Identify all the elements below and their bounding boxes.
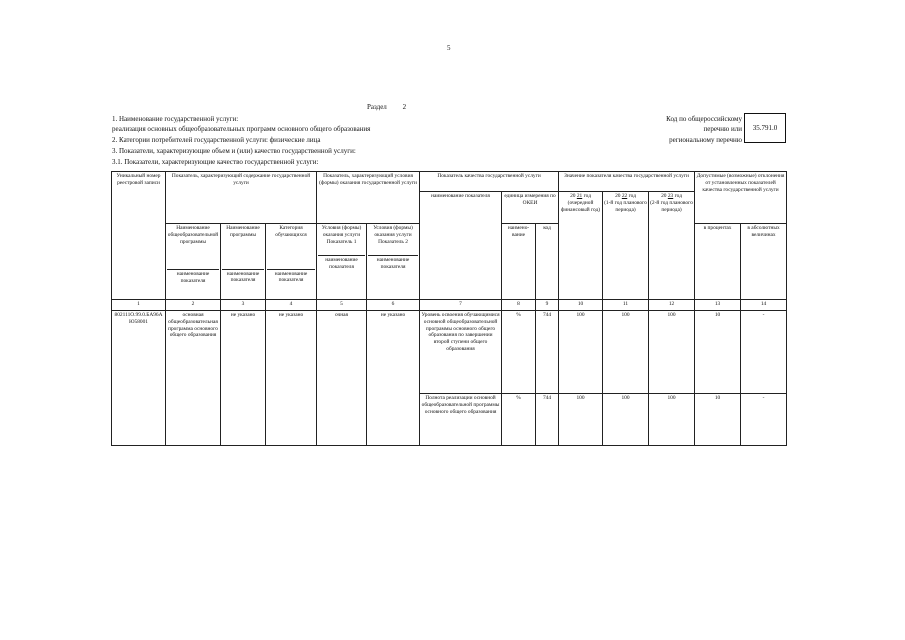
indicator-unit: % bbox=[502, 311, 536, 394]
col-num: 1 bbox=[112, 300, 166, 311]
year-1: 20 21 год (очередной финансовый год) bbox=[559, 192, 603, 300]
content-col-3: Категория обучающихся наименование показателя bbox=[266, 224, 317, 300]
header-line-4: 3. Показатели, характеризующие объем и (или) качество государственной услуги: bbox=[112, 147, 356, 155]
unit-code: код bbox=[536, 224, 559, 300]
condition-col-1: Условия (формы) оказания услуги Показатель 1 наименование показателя bbox=[317, 224, 367, 300]
row-program: основная общеобразовательная программа основного общего образования bbox=[166, 311, 221, 446]
col-num: 5 bbox=[317, 300, 367, 311]
col-num: 8 bbox=[502, 300, 536, 311]
group-deviation: Допустимые (возможные) отклонения от установленных показателей качества государственной услуги bbox=[695, 172, 787, 224]
indicator-dev-abs: - bbox=[741, 394, 787, 446]
dev-absolute: в абсолютных величинах bbox=[741, 224, 787, 300]
col-num: 9 bbox=[536, 300, 559, 311]
code-label-2: перечню или bbox=[703, 125, 742, 133]
quality-table bbox=[111, 171, 787, 446]
header-line-3: 2. Категории потребителей государственной услуги: физические лица bbox=[112, 136, 321, 144]
header-line-2: реализация основных общеобразовательных программ основного общего образования bbox=[112, 125, 371, 133]
group-values: Значение показателя качества государственной услуги bbox=[559, 172, 695, 192]
col-num: 12 bbox=[649, 300, 695, 311]
header-line-5: 3.1. Показатели, характеризующие качество государственной услуги: bbox=[112, 158, 319, 166]
indicator-dev-percent: 10 bbox=[695, 311, 741, 394]
indicator-dev-abs: - bbox=[741, 311, 787, 394]
row-program-name: не указано bbox=[221, 311, 266, 446]
indicator-value-2: 100 bbox=[603, 311, 649, 394]
content-col-1: Наименование общеобразовательной программы наименование показателя bbox=[166, 224, 221, 300]
col-num: 11 bbox=[603, 300, 649, 311]
indicator-value-3: 100 bbox=[649, 394, 695, 446]
indicator-name: Уровень освоения обучающимися основной общеобразовательной программы основного общего образования по завершении второй ступени общего образования bbox=[420, 311, 502, 394]
row-category: не указано bbox=[266, 311, 317, 446]
indicator-code: 744 bbox=[536, 311, 559, 394]
code-value-box: 35.791.0 bbox=[744, 113, 786, 143]
year-3: 20 23 год (2-й год планового периода) bbox=[649, 192, 695, 300]
group-quality: Показатель качества государственной услуги bbox=[420, 172, 559, 192]
indicator-code: 744 bbox=[536, 394, 559, 446]
row-condition-2: не указано bbox=[367, 311, 420, 446]
group-conditions: Показатель, характеризующий условия (формы) оказания государственной услуги bbox=[317, 172, 420, 192]
indicator-value-1: 100 bbox=[559, 311, 603, 394]
group-content: Показатель, характеризующий содержание государственной услуги bbox=[166, 172, 317, 192]
row-unique-number: 802111О.99.0.БА96АЮ58001 bbox=[112, 311, 166, 446]
indicator-value-1: 100 bbox=[559, 394, 603, 446]
year-2: 20 22 год (1-й год планового периода) bbox=[603, 192, 649, 300]
row-form: очная bbox=[317, 311, 367, 446]
col-num: 14 bbox=[741, 300, 787, 311]
content-col-2: Наименование программы наименование показателя bbox=[221, 224, 266, 300]
col-num: 10 bbox=[559, 300, 603, 311]
indicator-name: Полнота реализации основной общеобразовательной программы основного общего образования bbox=[420, 394, 502, 446]
code-label-3: региональному перечню bbox=[669, 136, 742, 144]
indicator-dev-percent: 10 bbox=[695, 394, 741, 446]
col-num: 6 bbox=[367, 300, 420, 311]
section-label: Раздел bbox=[367, 103, 387, 111]
col-num: 2 bbox=[166, 300, 221, 311]
indicator-value-2: 100 bbox=[603, 394, 649, 446]
col-unique-number: Уникальный номер реестровой записи bbox=[112, 172, 166, 300]
col-num: 7 bbox=[420, 300, 502, 311]
header-line-1: 1. Наименование государственной услуги: bbox=[112, 115, 239, 123]
col-num: 4 bbox=[266, 300, 317, 311]
table-row bbox=[112, 311, 787, 394]
section-title bbox=[367, 103, 406, 111]
indicator-unit: % bbox=[502, 394, 536, 446]
code-label-1: Код по общероссийскому bbox=[666, 115, 742, 123]
condition-col-2: Условия (формы) оказания услуги Показатель 2 наименование показателя bbox=[367, 224, 420, 300]
section-number: 2 bbox=[402, 103, 407, 111]
unit-name: наимено-вание bbox=[502, 224, 536, 300]
indicator-value-3: 100 bbox=[649, 311, 695, 394]
col-unit: единица измерения по ОКЕИ bbox=[502, 192, 559, 224]
col-num: 3 bbox=[221, 300, 266, 311]
col-indicator-name: наименование показателя bbox=[420, 192, 502, 300]
page-number: 5 bbox=[447, 44, 451, 52]
col-num: 13 bbox=[695, 300, 741, 311]
dev-percent: в процентах bbox=[695, 224, 741, 300]
